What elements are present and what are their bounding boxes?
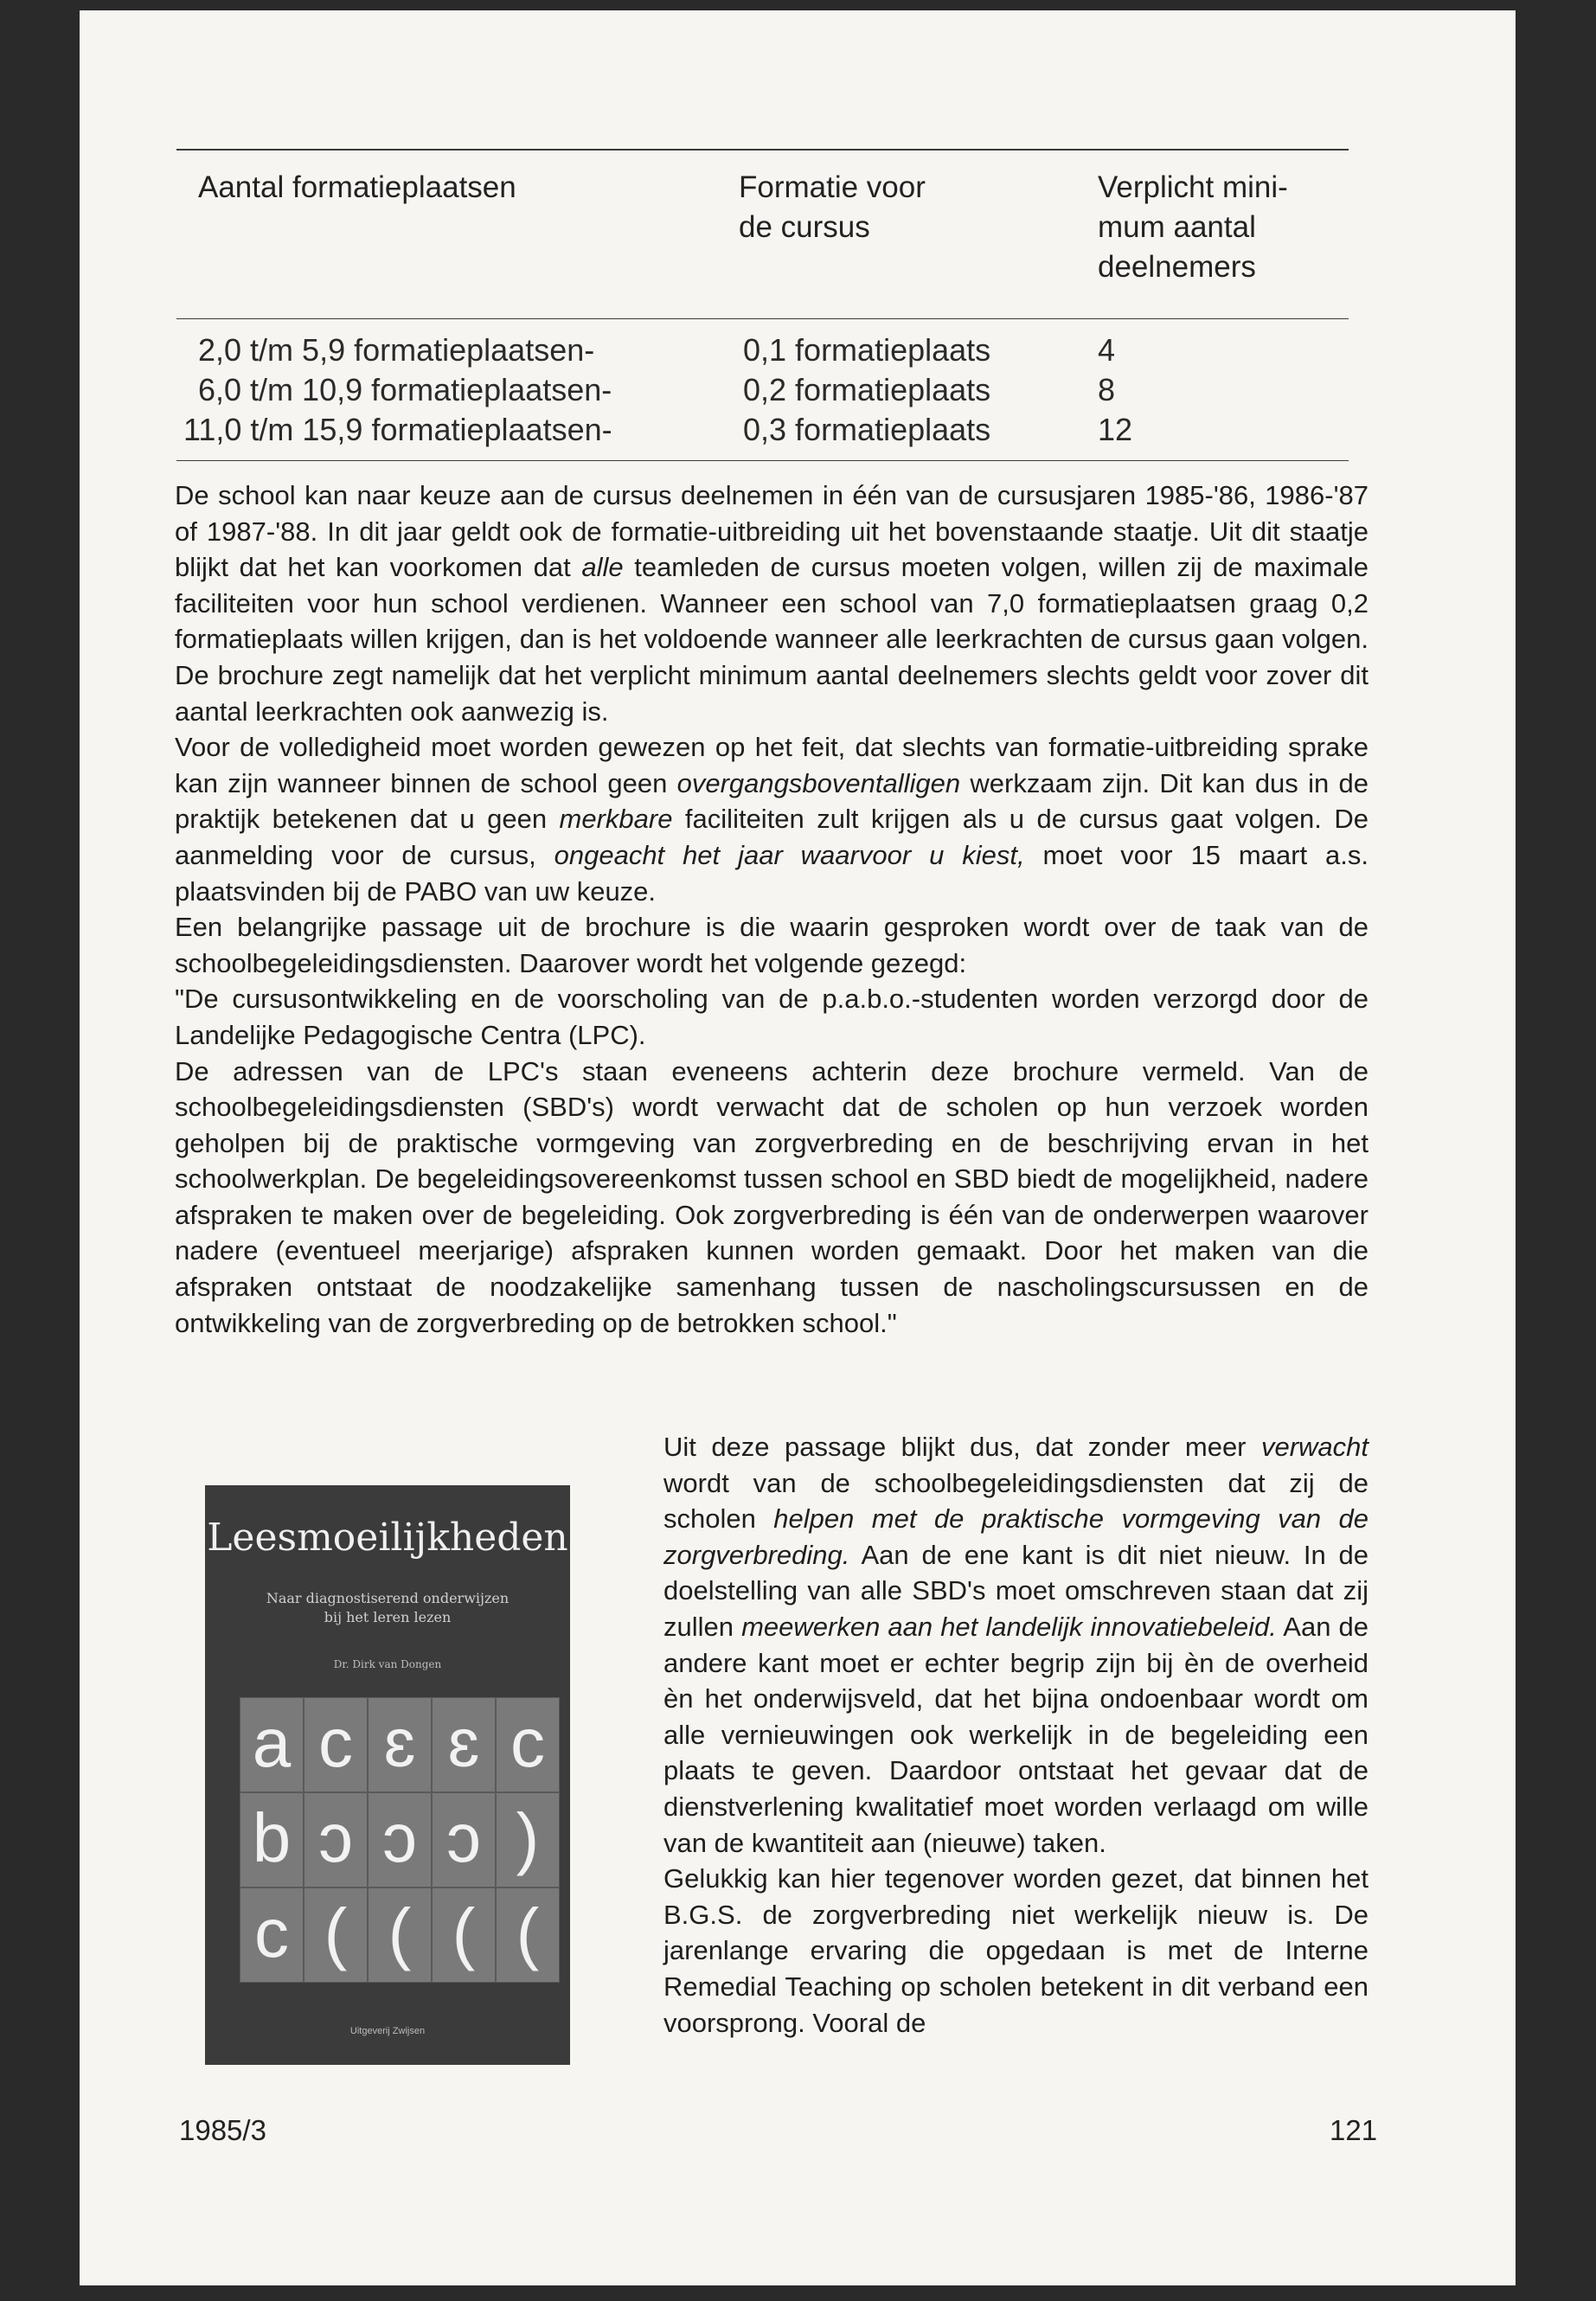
letter-tile: (: [304, 1888, 368, 1983]
table-row: [176, 330, 1349, 370]
table-header-rule: [176, 318, 1349, 319]
book-publisher: Uitgeverij Zwijsen: [349, 2026, 426, 2036]
letter-tile: (: [368, 1888, 432, 1983]
document-page: [80, 10, 1516, 2285]
main-text: [175, 478, 1368, 1341]
book-title: Leesmoeilijkheden: [207, 1516, 568, 1560]
right-column-text: [663, 1429, 1368, 2041]
paragraph: Een belangrijke passage uit de brochure is die waarin gesproken wordt over de taak van de schoolbegeleidingsdiensten. Daarover wordt het volgende gezegd:: [175, 912, 1368, 978]
book-cover-image: [205, 1485, 570, 2065]
table-row: [176, 370, 1349, 410]
table-bottom-rule: [176, 460, 1349, 461]
letter-tile: ɔ: [432, 1792, 496, 1888]
table-cell: 0,2 formatieplaats: [743, 372, 991, 407]
text-span: Voor de volledigheid moet worden gewezen op het feit, dat slechts van formatie-uitbreiding sprake kan zijn wanneer binnen de school geen: [175, 732, 1368, 798]
table-cell: 12: [1098, 412, 1133, 447]
emphasis: ongeacht het jaar waarvoor u kiest,: [554, 839, 1025, 870]
table-row: [176, 410, 1349, 450]
table-header-formatie: Formatie voor de cursus: [739, 170, 926, 244]
text-span: De school kan naar keuze aan de cursus deelnemen in één van de cursusjaren 1985-'86, 1986-'87 of 1987-'88. In dit jaar geldt ook de formatie-uitbreiding uit het bovenstaande staatje. Uit dit staatje blijkt dat het kan voorkomen dat: [175, 480, 1368, 583]
text-span: Aan de ene kant is dit niet nieuw. In de doelstelling van alle SBD's moet omschreven staan dat zij zullen: [663, 1539, 1368, 1642]
table-top-rule: [176, 149, 1349, 151]
emphasis: merkbare: [559, 804, 673, 835]
text-span: Uit deze passage blijkt dus, dat zonder meer: [663, 1432, 1261, 1462]
paragraph: De adressen van de LPC's staan eveneens achterin deze brochure vermeld. Van de schoolbegeleidingsdiensten (SBD's) wordt verwacht dat de scholen op hun verzoek worden geholpen bij de praktische vormgeving van zorgverbreding en de beschrijving ervan in het schoolwerkplan. De begeleidingsovereenkomst tussen school en SBD biedt de mogelijkheid, nadere afspraken te maken over de begeleiding. Ook zorgverbreding is één van de onderwerpen waarover nadere (eventueel meerjarige) afspraken kunnen worden gemaakt. Door het maken van die afspraken ontstaat de noodzakelijke samenhang tussen de nascholingscursussen en de ontwikkeling van de zorgverbreding op de betrokken school.": [175, 1055, 1368, 1338]
table-cell: 6,0 t/m 10,9 formatieplaatsen-: [198, 372, 612, 407]
paragraph: [175, 729, 1368, 909]
text-span: Aan de andere kant moet er echter begrip zijn bij èn de overheid èn het onderwijsveld, dat het bijna ondoenbaar wordt om alle vernieuwingen ook werkelijk in de begeleiding een plaats te geven. Daardoor ontstaat het gevaar dat de dienstverlening kwalitatief moet worden verlaagd om wille van de kwantiteit aan (nieuwe) taken.: [663, 1611, 1368, 1858]
table-cell: 0,1 formatieplaats: [743, 332, 991, 368]
book-letter-grid: [240, 1697, 560, 1983]
text-span: werkzaam zijn. Dit kan dus in de praktijk betekenen dat u geen: [175, 767, 1368, 835]
emphasis: verwacht: [1260, 1432, 1368, 1462]
emphasis: alle: [581, 552, 624, 583]
letter-tile: c: [240, 1888, 304, 1983]
letter-tile: (: [496, 1888, 560, 1983]
table-cell: 2,0 t/m 5,9 formatieplaatsen-: [198, 332, 595, 368]
text-span: moet voor 15 maart a.s. plaatsvinden bij de PABO van uw keuze.: [175, 839, 1369, 907]
letter-tile: ɛ: [368, 1697, 432, 1792]
emphasis: meewerken aan het landelijk innovatiebeleid.: [741, 1611, 1277, 1642]
table-header-aantal: Aantal formatieplaatsen: [198, 170, 516, 204]
letter-tile: (: [432, 1888, 496, 1983]
letter-tile: a: [240, 1697, 304, 1792]
table-cell: 8: [1098, 372, 1116, 407]
letter-tile: c: [496, 1697, 560, 1792]
page-number: 121: [1330, 2114, 1378, 2146]
quote-paragraph: "De cursusontwikkeling en de voorscholing van de p.a.b.o.-studenten worden verzorgd door de Landelijke Pedagogische Centra (LPC).: [175, 984, 1368, 1050]
letter-tile: ): [496, 1792, 560, 1888]
table-cell: 11,0 t/m 15,9 formatieplaatsen-: [183, 412, 612, 447]
text-span: faciliteiten zult krijgen als u de cursus gaat volgen. De aanmelding voor de cursus,: [175, 804, 1368, 870]
text-span: teamleden de cursus moeten volgen, willen zij de maximale faciliteiten voor hun school verdienen. Wanneer een school van 7,0 formatieplaatsen graag 0,2 formatieplaats willen krijgen, dan is het voldoende wanneer alle leerkrachten de cursus gaan volgen. De brochure zegt namelijk dat het verplicht minimum aantal deelnemers slechts geldt voor zover dit aantal leerkrachten ook aanwezig is.: [175, 552, 1368, 727]
letter-tile: ɔ: [368, 1792, 432, 1888]
book-author: Dr. Dirk van Dongen: [333, 1658, 442, 1670]
book-subtitle: Naar diagnostiserend onderwijzen bij het leren lezen: [266, 1590, 510, 1625]
text-span: wordt van de schoolbegeleidingsdiensten dat zij de scholen: [663, 1467, 1368, 1535]
emphasis: overgangsboventalligen: [676, 767, 961, 798]
issue-number: 1985/3: [179, 2114, 266, 2146]
emphasis: helpen met de praktische vormgeving van de zorgverbreding.: [663, 1503, 1368, 1570]
letter-tile: b: [240, 1792, 304, 1888]
table-header-verplicht: Verplicht mini- mum aantal deelnemers: [1098, 170, 1288, 284]
paragraph: [663, 1429, 1368, 1861]
table-cell: 0,3 formatieplaats: [743, 412, 991, 447]
table-cell: 4: [1098, 332, 1116, 368]
paragraph: Gelukkig kan hier tegenover worden gezet, dat binnen het B.G.S. de zorgverbreding niet werkelijk nieuw is. De jarenlange ervaring die opgedaan is met de Interne Remedial Teaching op scholen betekent in dit verband een voorsprong. Vooral de: [663, 1863, 1368, 2038]
letter-tile: ɔ: [304, 1792, 368, 1888]
letter-tile: c: [304, 1697, 368, 1792]
letter-tile: ɛ: [432, 1697, 496, 1792]
paragraph: [175, 478, 1368, 729]
